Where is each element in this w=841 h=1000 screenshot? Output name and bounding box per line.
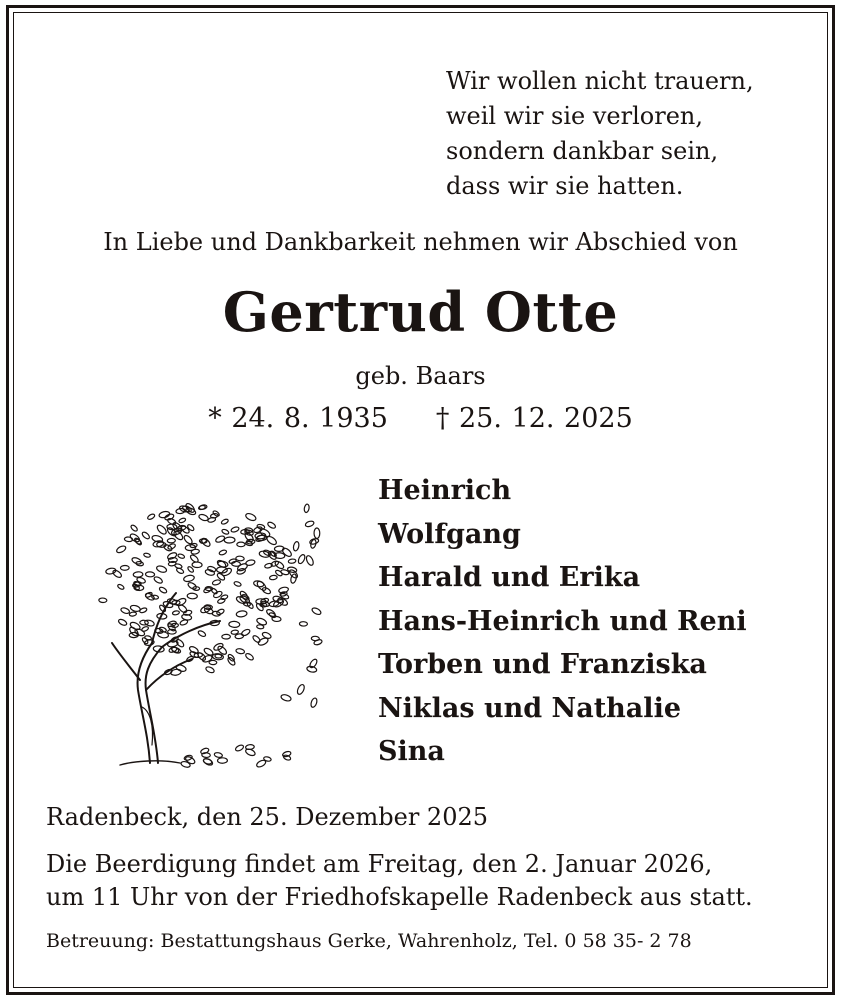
- deceased-name: Gertrud Otte: [222, 280, 619, 344]
- poem-line: sondern dankbar sein,: [446, 137, 719, 165]
- intro-text: In Liebe und Dankbarkeit nehmen wir Abschied von: [103, 228, 738, 256]
- birth-name: geb. Baars: [355, 362, 486, 390]
- family-member: Wolfgang: [378, 518, 521, 550]
- poem-line: Wir wollen nicht trauern,: [446, 67, 754, 95]
- windblown-tree-icon: [90, 475, 330, 775]
- poem: [446, 64, 754, 204]
- undertaker-info: Betreuung: Bestattungshaus Gerke, Wahrenholz, Tel. 0 58 35- 2 78: [46, 930, 692, 952]
- funeral-line: um 11 Uhr von der Friedhofskapelle Radenbeck aus statt.: [46, 883, 753, 911]
- family-member: Harald und Erika: [378, 562, 641, 593]
- family-member: Sina: [378, 736, 445, 767]
- family-member: Niklas und Nathalie: [378, 692, 681, 724]
- family-member: Torben und Franziska: [378, 649, 707, 680]
- life-dates: [0, 403, 841, 434]
- birth-date: * 24. 8. 1935: [208, 403, 388, 434]
- family-list: [378, 469, 747, 774]
- funeral-line: Die Beerdigung findet am Freitag, den 2. Januar 2026,: [46, 850, 713, 878]
- death-date: † 25. 12. 2025: [435, 403, 633, 434]
- family-member: Hans-Heinrich und Reni: [378, 605, 747, 637]
- poem-line: weil wir sie verloren,: [446, 102, 703, 130]
- family-member: Heinrich: [378, 475, 512, 506]
- funeral-info: [46, 848, 753, 914]
- place-and-date: Radenbeck, den 25. Dezember 2025: [46, 803, 489, 831]
- poem-line: dass wir sie hatten.: [446, 172, 684, 200]
